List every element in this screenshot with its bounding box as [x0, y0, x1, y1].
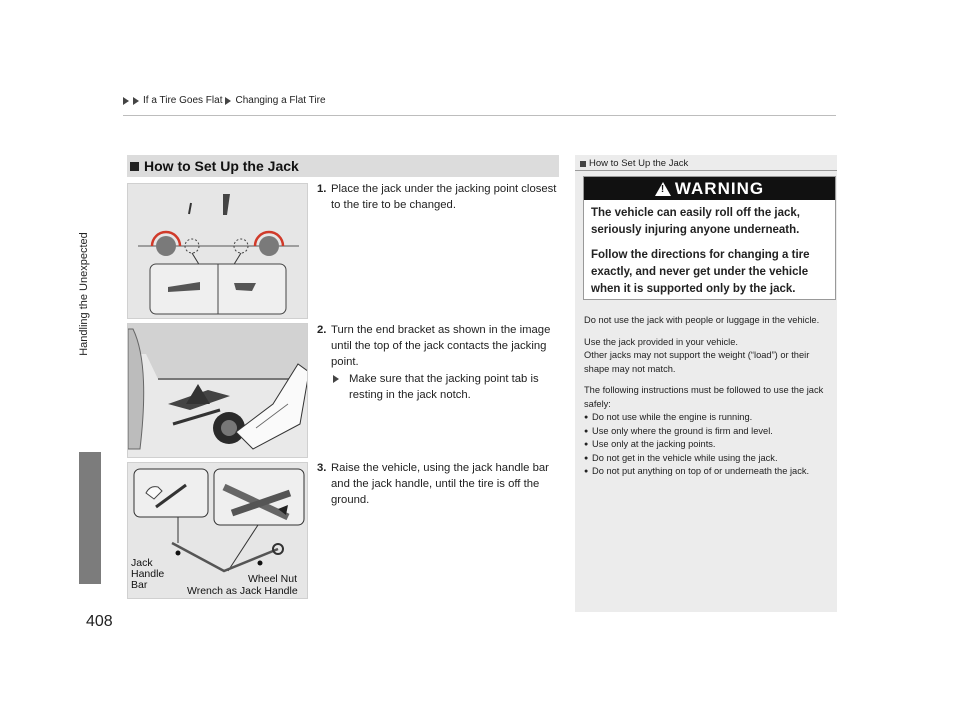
label-line: Bar	[131, 579, 148, 591]
breadcrumb-item-flat-tire[interactable]: If a Tire Goes Flat	[143, 95, 223, 106]
warning-paragraph: The vehicle can easily roll off the jack, seriously injuring anyone underneath.	[591, 207, 800, 236]
notes-panel	[575, 155, 837, 612]
wheel-nut-label: Wheel Nut	[248, 573, 298, 585]
warning-triangle-icon	[655, 182, 671, 196]
jack-placement-figure	[127, 323, 308, 458]
note-line: Other jacks may not support the weight (“load”) or their shape may not match.	[584, 350, 810, 374]
list-item: ● Use only at the jacking points.	[584, 438, 830, 452]
jacking-point-figure	[127, 183, 308, 319]
list-item: ● Do not use while the engine is running.	[584, 411, 830, 425]
page-number: 408	[86, 613, 113, 630]
step-text: Turn the end bracket as shown in the image until the top of the jack contacts the jacking point.	[331, 324, 551, 368]
warning-heading: WARNING	[674, 178, 765, 198]
subnote-text: Make sure that the jacking point tab is resting in the jack notch.	[349, 373, 539, 401]
notes-panel-title	[580, 158, 688, 169]
breadcrumb-item-changing-tire[interactable]: Changing a Flat Tire	[235, 95, 326, 106]
section-header	[127, 155, 559, 177]
list-item: ● Do not put anything on top of or underneath the jack.	[584, 465, 830, 479]
label-line: Handle	[131, 568, 165, 580]
chapter-tab-label: Handling the Unexpected	[78, 232, 90, 356]
list-item: ● Do not get in the vehicle while using the jack.	[584, 452, 830, 466]
notes-divider	[575, 170, 837, 171]
step-text: Raise the vehicle, using the jack handle bar and the jack handle, until the tire is off the ground.	[331, 462, 549, 506]
notes-title-text: How to Set Up the Jack	[589, 158, 689, 169]
jacking-point-illustration	[128, 184, 308, 319]
notes-body	[584, 314, 830, 479]
note-paragraph: The following instructions must be followed to use the jack safely:	[584, 385, 824, 409]
step-text: Place the jack under the jacking point closest to the tire to be changed.	[331, 183, 557, 211]
breadcrumb-arrow-icon	[225, 97, 231, 105]
note-line: Use the jack provided in your vehicle.	[584, 336, 738, 347]
breadcrumb	[123, 95, 326, 106]
subnote-arrow-icon	[333, 375, 339, 383]
breadcrumb-arrow-icon	[123, 97, 129, 105]
step-3	[317, 460, 562, 508]
warning-paragraph: Follow the directions for changing a tire exactly, and never get under the vehicle when it is supported only by the jack.	[591, 249, 810, 295]
wrench-label: Wrench as Jack Handle	[187, 585, 298, 597]
note-marker-icon	[580, 161, 586, 167]
step-number: 1.	[317, 183, 327, 195]
label-line: Jack	[131, 557, 153, 569]
list-item: ● Use only where the ground is firm and level.	[584, 425, 830, 439]
jack-handle-figure	[127, 462, 308, 599]
jack-placement-illustration	[128, 324, 308, 458]
breadcrumb-arrow-icon	[133, 97, 139, 105]
note-paragraph	[584, 336, 830, 377]
step-number: 2.	[317, 324, 327, 336]
header-divider	[123, 115, 836, 116]
note-paragraph: Do not use the jack with people or luggage in the vehicle.	[584, 315, 820, 325]
section-square-icon	[130, 162, 139, 171]
step-2	[317, 322, 562, 403]
warning-box	[583, 176, 836, 300]
jack-handle-bar-label	[131, 558, 164, 591]
warning-header	[584, 177, 835, 200]
safety-list	[584, 411, 830, 479]
chapter-tab-marker	[79, 452, 101, 584]
section-title: How to Set Up the Jack	[144, 158, 299, 174]
step-subnote	[317, 371, 562, 403]
warning-text	[584, 200, 835, 303]
step-1	[317, 181, 562, 213]
step-number: 3.	[317, 462, 327, 474]
